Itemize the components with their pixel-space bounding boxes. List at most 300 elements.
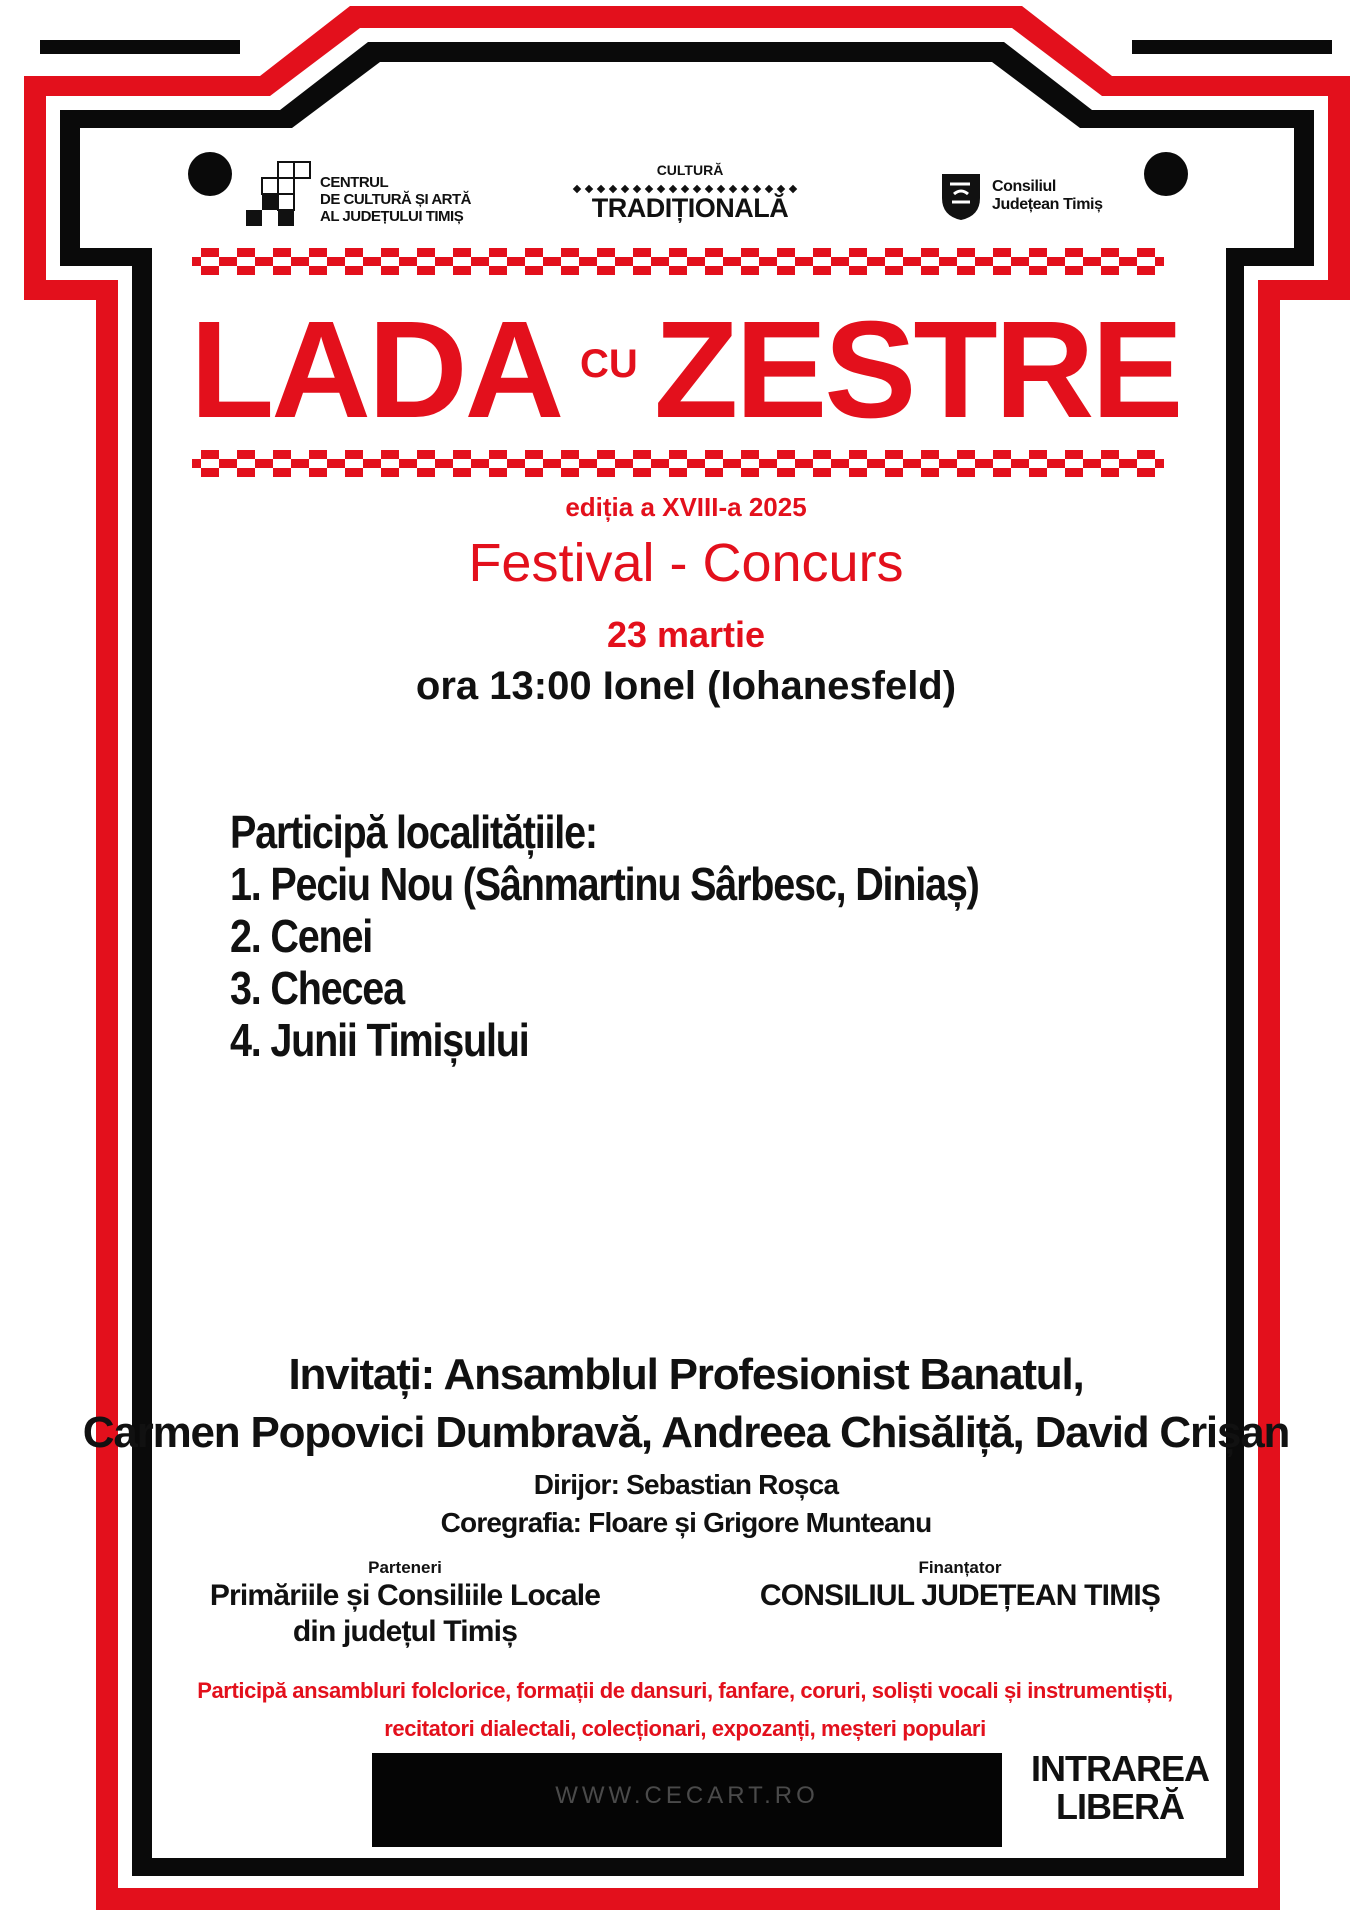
stitch xyxy=(1074,468,1083,477)
stitch xyxy=(507,257,516,266)
stitch xyxy=(723,459,732,468)
stitch xyxy=(381,266,390,275)
stitch xyxy=(1146,248,1155,257)
stitch xyxy=(237,468,246,477)
stitch xyxy=(561,248,570,257)
stitch xyxy=(1110,468,1119,477)
stitch xyxy=(741,266,750,275)
stitch xyxy=(489,266,498,275)
stitch xyxy=(255,257,264,266)
stitch xyxy=(336,459,345,468)
stitch xyxy=(1038,266,1047,275)
stitch xyxy=(903,459,912,468)
list-item: 1. Peciu Nou (Sânmartinu Sârbesc, Diniaș) xyxy=(230,858,979,910)
stitch xyxy=(624,459,633,468)
stitch xyxy=(930,266,939,275)
stitch xyxy=(1110,266,1119,275)
stitch xyxy=(498,266,507,275)
stitch xyxy=(534,248,543,257)
stitch xyxy=(993,248,1002,257)
stitch xyxy=(498,248,507,257)
stitch xyxy=(813,266,822,275)
stitch xyxy=(507,459,516,468)
website-link[interactable]: WWW.CECART.RO xyxy=(555,1782,819,1809)
stitch xyxy=(561,468,570,477)
stitch xyxy=(633,266,642,275)
stitch xyxy=(1128,257,1137,266)
stitch xyxy=(1083,257,1092,266)
poster-title xyxy=(180,293,1200,447)
stitch xyxy=(768,459,777,468)
stitch xyxy=(273,450,282,459)
stitch xyxy=(705,248,714,257)
stitch xyxy=(282,468,291,477)
stitch xyxy=(597,468,606,477)
stitch xyxy=(201,450,210,459)
stitch xyxy=(453,468,462,477)
funder-block xyxy=(720,1558,1200,1614)
stitch xyxy=(858,468,867,477)
stitch xyxy=(678,468,687,477)
stitch xyxy=(426,468,435,477)
stitch xyxy=(813,248,822,257)
stitch xyxy=(894,248,903,257)
stitch xyxy=(381,468,390,477)
stitch xyxy=(201,266,210,275)
stitch xyxy=(1011,257,1020,266)
stitch xyxy=(1137,248,1146,257)
stitch xyxy=(642,266,651,275)
stitch xyxy=(1074,450,1083,459)
stitch xyxy=(552,257,561,266)
stitch xyxy=(741,450,750,459)
stitch xyxy=(885,248,894,257)
stitch xyxy=(273,468,282,477)
stitch xyxy=(894,266,903,275)
stitch xyxy=(732,459,741,468)
stitch xyxy=(1128,459,1137,468)
stitch xyxy=(192,257,201,266)
stitch xyxy=(993,266,1002,275)
stitch xyxy=(435,459,444,468)
stitch xyxy=(669,266,678,275)
stitch xyxy=(1038,450,1047,459)
stitch xyxy=(588,459,597,468)
stitch xyxy=(678,450,687,459)
stitch xyxy=(543,257,552,266)
list-item: 4. Junii Timișului xyxy=(230,1014,529,1066)
note-line-1: Participă ansambluri folclorice, formații de dansuri, fanfare, coruri, soliști vocali și instrumentiști, xyxy=(197,1678,1173,1703)
stitch xyxy=(309,248,318,257)
stitch xyxy=(1146,450,1155,459)
stitch xyxy=(1146,266,1155,275)
stitch xyxy=(300,257,309,266)
stitch xyxy=(777,248,786,257)
stitch xyxy=(1101,266,1110,275)
stitch xyxy=(453,450,462,459)
corner-strip-right xyxy=(1132,40,1332,54)
stitch xyxy=(885,450,894,459)
choreography-credit: Coregrafia: Floare și Grigore Munteanu xyxy=(440,1507,932,1538)
stitch xyxy=(1029,468,1038,477)
stitch xyxy=(921,468,930,477)
stitch xyxy=(678,266,687,275)
stitch xyxy=(948,257,957,266)
stitch xyxy=(210,468,219,477)
stitch xyxy=(372,257,381,266)
stitch xyxy=(471,257,480,266)
stitch xyxy=(237,266,246,275)
stitch xyxy=(1083,459,1092,468)
stitch xyxy=(750,248,759,257)
stitch xyxy=(1002,468,1011,477)
stitch xyxy=(309,468,318,477)
stitch xyxy=(615,459,624,468)
stitch xyxy=(282,248,291,257)
stitch xyxy=(597,248,606,257)
stitch xyxy=(444,257,453,266)
stitch xyxy=(1155,257,1164,266)
stitch xyxy=(453,248,462,257)
stitch xyxy=(291,459,300,468)
stitch xyxy=(750,266,759,275)
cultura-big-label: TRADIȚIONALĂ xyxy=(591,193,789,223)
stitch xyxy=(642,450,651,459)
stitch xyxy=(894,450,903,459)
stitch xyxy=(822,450,831,459)
stitch xyxy=(228,459,237,468)
stitch xyxy=(525,248,534,257)
stitch xyxy=(921,248,930,257)
stitch xyxy=(966,468,975,477)
stitch xyxy=(831,257,840,266)
coat-of-arms-icon xyxy=(940,172,982,222)
stitch xyxy=(480,257,489,266)
stitch xyxy=(462,248,471,257)
stitch xyxy=(768,257,777,266)
stitch xyxy=(390,266,399,275)
stitch xyxy=(858,266,867,275)
stitch xyxy=(759,257,768,266)
stitch xyxy=(651,459,660,468)
note-line-2: recitatori dialectali, colecționari, expozanți, meșteri populari xyxy=(384,1716,986,1741)
stitch xyxy=(705,266,714,275)
guests-line-1: Invitați: Ansamblul Profesionist Banatul, xyxy=(288,1350,1084,1399)
stitch xyxy=(309,266,318,275)
stitch xyxy=(849,248,858,257)
stitch xyxy=(1137,468,1146,477)
stitch xyxy=(273,248,282,257)
stitch xyxy=(1020,459,1029,468)
stitch xyxy=(570,450,579,459)
stitch xyxy=(444,459,453,468)
stitch xyxy=(912,257,921,266)
stitch xyxy=(237,248,246,257)
stitch xyxy=(246,248,255,257)
stitch xyxy=(210,450,219,459)
stitch xyxy=(300,459,309,468)
stitch xyxy=(813,450,822,459)
stitch xyxy=(1065,266,1074,275)
stitch xyxy=(822,266,831,275)
funder-name: CONSILIUL JUDEȚEAN TIMIȘ xyxy=(759,1579,1161,1612)
stitch xyxy=(354,266,363,275)
stitch xyxy=(426,450,435,459)
guests-block xyxy=(0,1346,1372,1462)
stitch xyxy=(687,459,696,468)
stitch xyxy=(795,459,804,468)
stitch xyxy=(534,266,543,275)
stitch xyxy=(354,450,363,459)
stitch xyxy=(975,257,984,266)
stitch xyxy=(1002,266,1011,275)
stitch xyxy=(957,450,966,459)
stitch xyxy=(876,459,885,468)
stitch xyxy=(291,257,300,266)
stitch xyxy=(597,450,606,459)
stitch xyxy=(1074,248,1083,257)
stitch xyxy=(660,459,669,468)
stitch xyxy=(192,459,201,468)
stitch xyxy=(246,266,255,275)
stitch xyxy=(399,257,408,266)
stitch xyxy=(417,450,426,459)
stitch xyxy=(669,248,678,257)
stitch xyxy=(282,266,291,275)
stitch xyxy=(201,468,210,477)
stitch xyxy=(633,450,642,459)
stitch xyxy=(984,459,993,468)
stitch xyxy=(318,266,327,275)
stitch xyxy=(1029,450,1038,459)
stitch xyxy=(858,450,867,459)
title-connector-cu: CU xyxy=(580,342,638,386)
stitch xyxy=(1002,450,1011,459)
stitch xyxy=(345,266,354,275)
stitch xyxy=(822,468,831,477)
stitch xyxy=(219,257,228,266)
stitch xyxy=(687,257,696,266)
corner-dot-left xyxy=(188,152,232,196)
consiliu-line-1: Consiliul xyxy=(992,178,1056,195)
stitch xyxy=(570,468,579,477)
stitch xyxy=(201,248,210,257)
stitch xyxy=(885,468,894,477)
participation-note xyxy=(150,1672,1220,1748)
stitch xyxy=(372,459,381,468)
stitch xyxy=(489,248,498,257)
stitch xyxy=(1065,468,1074,477)
stitch xyxy=(678,248,687,257)
stitch xyxy=(354,248,363,257)
funder-label: Finanțator xyxy=(918,1558,1002,1577)
stitch xyxy=(399,459,408,468)
stitch xyxy=(750,450,759,459)
stitch xyxy=(732,257,741,266)
stitch xyxy=(408,257,417,266)
stitch xyxy=(903,257,912,266)
stitch xyxy=(336,257,345,266)
stitch xyxy=(417,468,426,477)
stitch xyxy=(849,450,858,459)
stitch xyxy=(741,468,750,477)
stitch xyxy=(489,450,498,459)
stitch xyxy=(840,459,849,468)
centru-cultura-logo xyxy=(240,160,520,240)
stitch xyxy=(696,257,705,266)
stitch xyxy=(669,450,678,459)
stitch xyxy=(624,257,633,266)
stitch xyxy=(462,266,471,275)
stitch xyxy=(714,248,723,257)
stitch xyxy=(912,459,921,468)
cultura-traditionala-logo xyxy=(570,162,810,232)
stitch xyxy=(345,450,354,459)
title-word-zestre: ZESTRE xyxy=(654,293,1181,447)
stitch xyxy=(966,266,975,275)
stitch xyxy=(318,468,327,477)
stitch xyxy=(714,266,723,275)
stitch xyxy=(237,450,246,459)
list-item: 2. Cenei xyxy=(230,910,373,962)
stitch xyxy=(858,248,867,257)
stitch xyxy=(804,459,813,468)
stitch xyxy=(408,459,417,468)
centru-line-2: DE CULTURĂ ȘI ARTĂ xyxy=(320,191,471,208)
stitch xyxy=(390,248,399,257)
stitch xyxy=(606,450,615,459)
stitch xyxy=(966,248,975,257)
stitch xyxy=(921,450,930,459)
stitch xyxy=(777,266,786,275)
partners-block xyxy=(150,1558,660,1650)
stitch xyxy=(246,468,255,477)
stitch xyxy=(921,266,930,275)
stitch xyxy=(1065,450,1074,459)
stitch xyxy=(327,257,336,266)
stitch xyxy=(633,248,642,257)
stitch xyxy=(543,459,552,468)
stitch xyxy=(525,468,534,477)
stitch xyxy=(741,248,750,257)
stitch xyxy=(345,468,354,477)
stitch xyxy=(480,459,489,468)
stitch xyxy=(462,450,471,459)
centru-line-3: AL JUDEȚULUI TIMIȘ xyxy=(320,208,464,225)
event-date: 23 martie xyxy=(606,614,766,655)
stitch xyxy=(615,257,624,266)
stitch xyxy=(651,257,660,266)
stitch xyxy=(1011,459,1020,468)
stitch xyxy=(633,468,642,477)
stitch xyxy=(714,468,723,477)
stitch xyxy=(885,266,894,275)
stitch xyxy=(228,257,237,266)
stitch xyxy=(525,450,534,459)
centru-line-1: CENTRUL xyxy=(320,174,389,191)
stitch xyxy=(966,450,975,459)
stitch xyxy=(318,450,327,459)
stitch xyxy=(1146,468,1155,477)
stitch xyxy=(426,248,435,257)
stitch xyxy=(597,266,606,275)
stitch xyxy=(345,248,354,257)
stitch xyxy=(777,450,786,459)
stitch xyxy=(696,459,705,468)
stitch xyxy=(1119,459,1128,468)
stitch xyxy=(579,459,588,468)
festival-heading: Festival - Concurs xyxy=(468,533,904,593)
stitch xyxy=(1029,248,1038,257)
stitch xyxy=(1065,248,1074,257)
stitch xyxy=(1092,459,1101,468)
stitch xyxy=(606,468,615,477)
stitch xyxy=(318,248,327,257)
stitch xyxy=(498,468,507,477)
stitch xyxy=(669,468,678,477)
stitch xyxy=(381,450,390,459)
stitch xyxy=(759,459,768,468)
stitch xyxy=(957,266,966,275)
stitch xyxy=(210,248,219,257)
stitch xyxy=(390,468,399,477)
stitch xyxy=(1101,248,1110,257)
stitch xyxy=(984,257,993,266)
partners-line-1: Primăriile și Consiliile Locale xyxy=(209,1579,601,1612)
stitch xyxy=(714,450,723,459)
stitch xyxy=(786,266,795,275)
stitch xyxy=(849,266,858,275)
stitch xyxy=(1101,450,1110,459)
title-word-lada: LADA xyxy=(190,293,562,447)
stitch xyxy=(489,468,498,477)
stitch xyxy=(975,459,984,468)
stitch xyxy=(435,257,444,266)
stitch xyxy=(786,450,795,459)
stitch xyxy=(453,266,462,275)
stitch xyxy=(354,468,363,477)
stitch xyxy=(993,450,1002,459)
stitch xyxy=(498,450,507,459)
stitch xyxy=(327,459,336,468)
list-item: 3. Checea xyxy=(230,962,404,1014)
stitch xyxy=(1002,248,1011,257)
stitch xyxy=(1056,257,1065,266)
stitch xyxy=(957,468,966,477)
stitch xyxy=(750,468,759,477)
participants-heading: Participă localitățiile: xyxy=(230,806,597,858)
stitch xyxy=(1137,266,1146,275)
stitch xyxy=(777,468,786,477)
stitch xyxy=(426,266,435,275)
edition-text: ediția a XVIII-a 2025 xyxy=(565,492,807,522)
stitch xyxy=(867,459,876,468)
stitch xyxy=(1047,257,1056,266)
stitch xyxy=(813,468,822,477)
stitch xyxy=(930,468,939,477)
stitch xyxy=(849,468,858,477)
stitch xyxy=(705,450,714,459)
centru-checker-icon xyxy=(240,160,316,236)
stitch xyxy=(1155,459,1164,468)
stitch xyxy=(1137,450,1146,459)
stitch xyxy=(705,468,714,477)
stitch xyxy=(1110,248,1119,257)
stitch xyxy=(1038,248,1047,257)
free-entry-line-1: INTRAREA xyxy=(1031,1748,1209,1789)
stitch xyxy=(948,459,957,468)
credits-block xyxy=(0,1466,1372,1542)
